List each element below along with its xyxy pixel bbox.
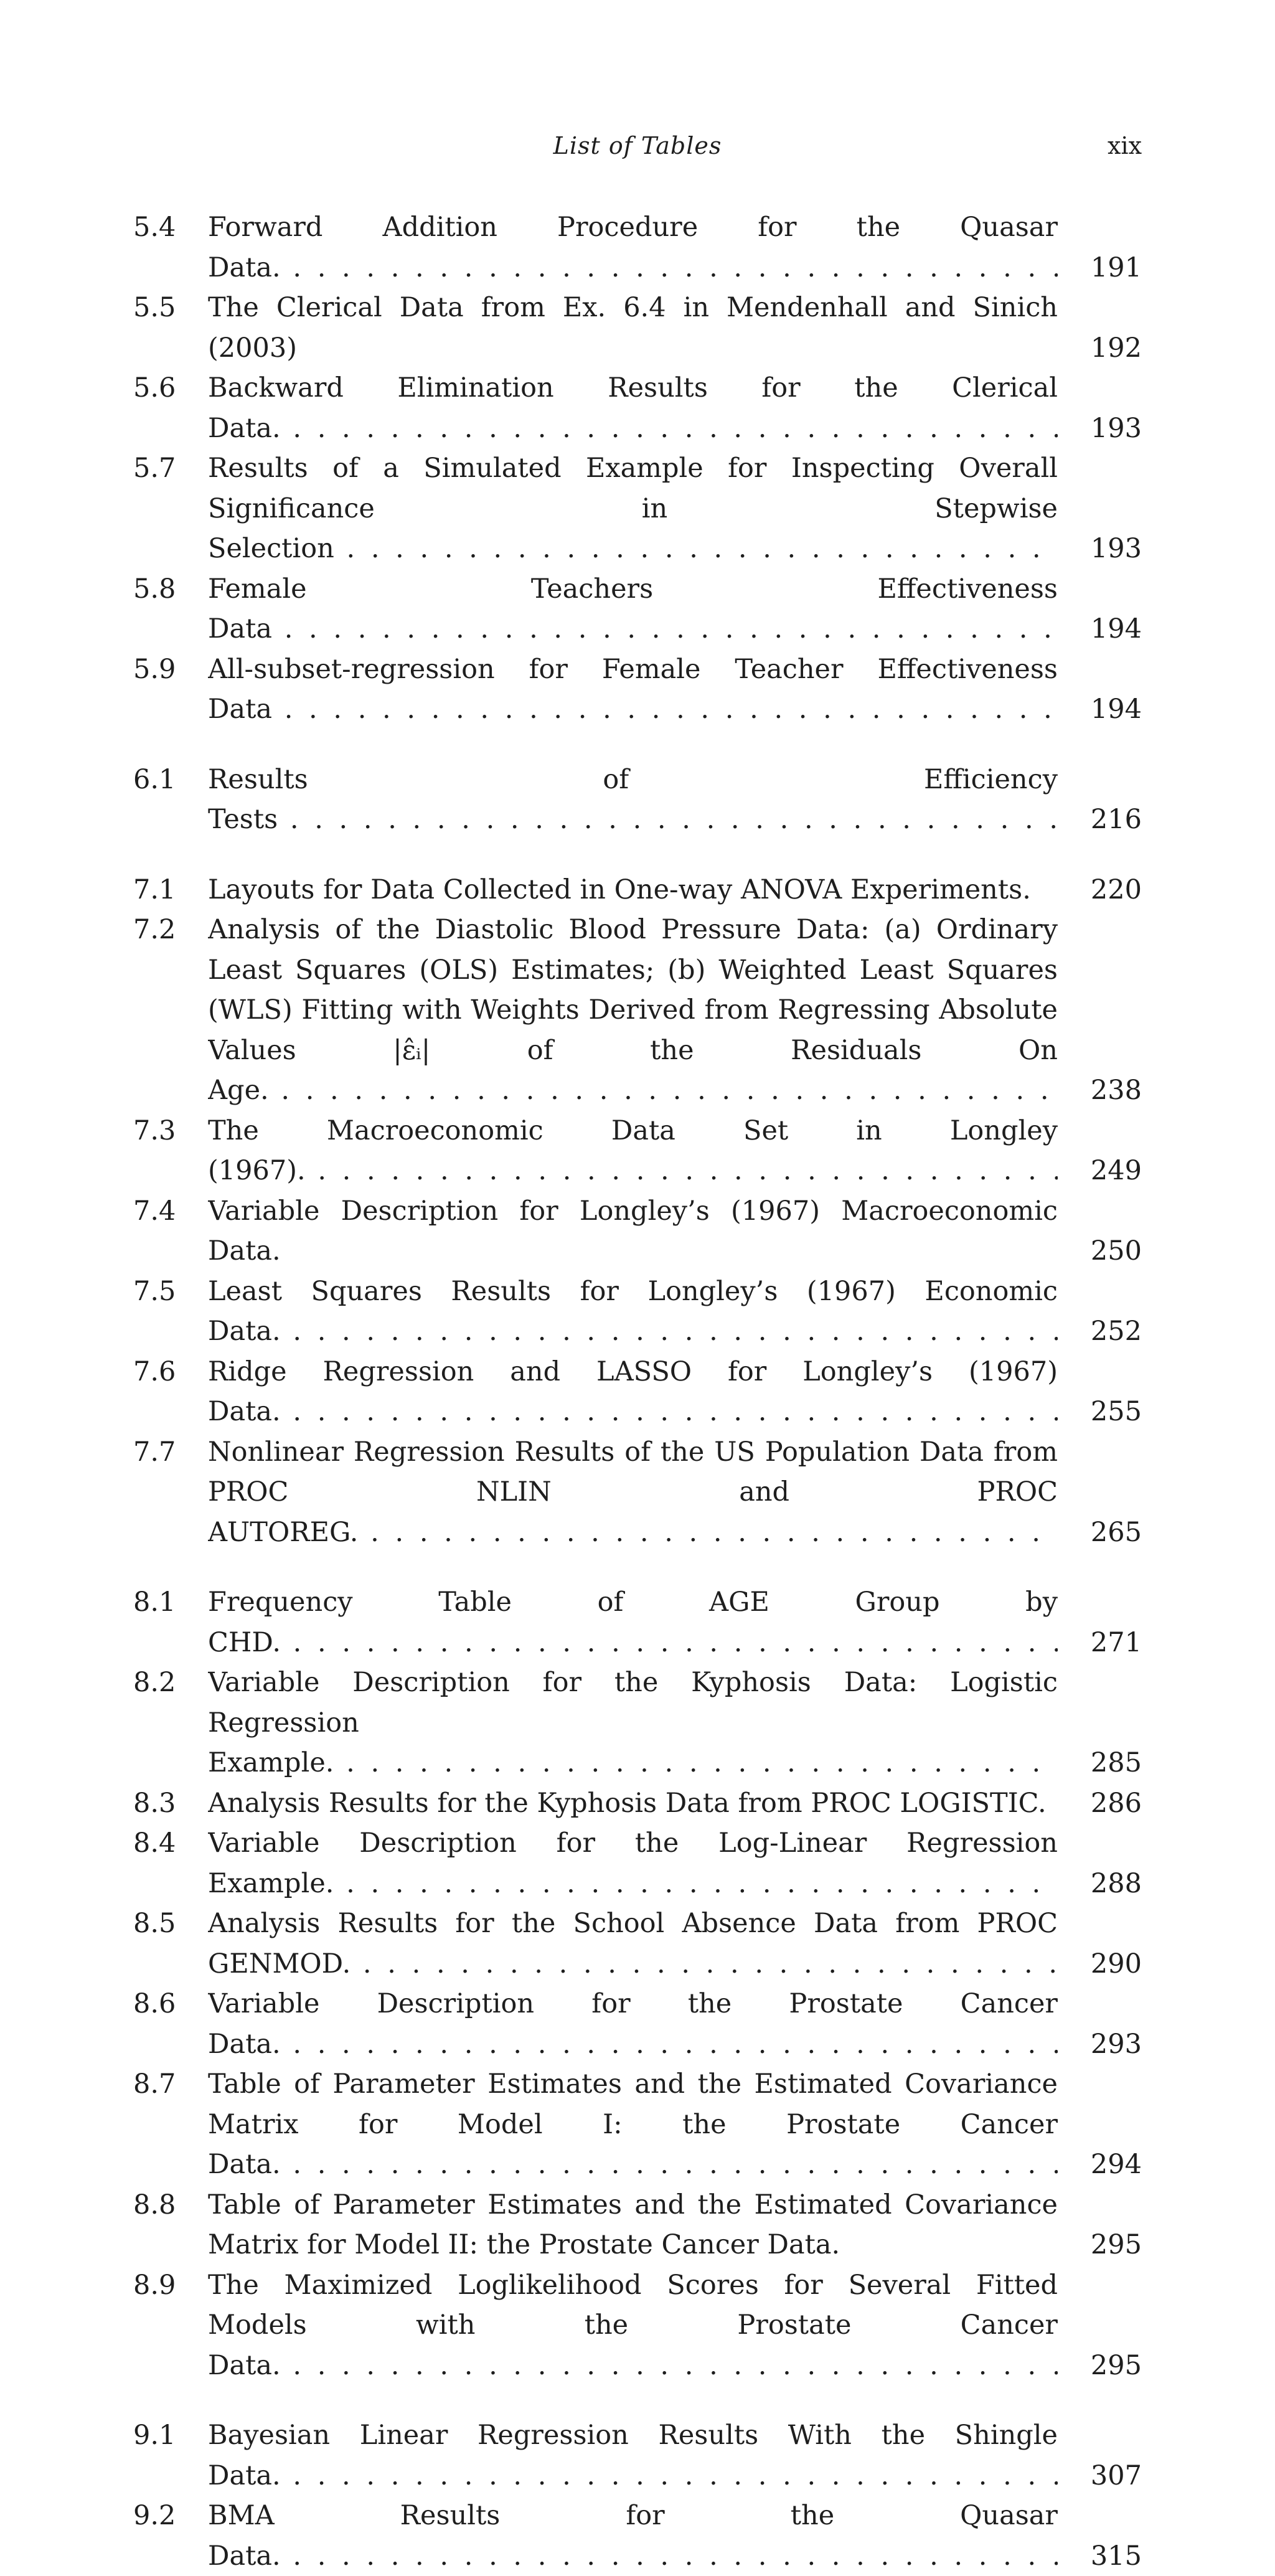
table-number: 8.7 (133, 2064, 176, 2105)
table-number: 9.2 (133, 2496, 176, 2536)
table-entry[interactable] (133, 1271, 1142, 1352)
table-page-number: 271 (1091, 1623, 1142, 1663)
table-page-number: 265 (1091, 1512, 1142, 1553)
table-entry[interactable] (133, 1783, 1142, 1824)
table-title: The Maximized Loglikelihood Scores for Several Fitted Models with the Prostate Cancer Data. . . . (208, 2265, 1058, 2386)
table-title: Female Teachers Effectiveness Data . . . (208, 569, 1058, 649)
table-title: Layouts for Data Collected in One-way ANOVA Experiments. (208, 870, 1058, 910)
table-number: 6.1 (133, 760, 176, 800)
table-number: 5.4 (133, 207, 176, 248)
table-title: Forward Addition Procedure for the Quasar Data. . . . (208, 207, 1058, 288)
table-number: 8.4 (133, 1823, 176, 1864)
table-title: Analysis of the Diastolic Blood Pressure Data: (a) Ordinary Least Squares (OLS) Estimates; (b) Weighted Least Squares (WLS) Fitting with Weights Derived from Regressing Absolute Values |ε̂ᵢ| of the Residuals On Age. . . . (208, 910, 1058, 1111)
table-entry[interactable] (133, 1191, 1142, 1271)
table-number: 7.1 (133, 870, 176, 910)
table-entry[interactable] (133, 569, 1142, 649)
table-group (133, 870, 1142, 1553)
table-number: 8.5 (133, 1904, 176, 1944)
table-page-number: 192 (1091, 328, 1142, 369)
running-title: List of Tables (133, 128, 1142, 163)
table-title: Frequency Table of AGE Group by CHD. . . . (208, 1582, 1058, 1663)
page-number: xix (1108, 128, 1142, 163)
table-page-number: 295 (1091, 2225, 1142, 2265)
table-page-number: 294 (1091, 2144, 1142, 2185)
table-page-number: 193 (1091, 408, 1142, 449)
table-page-number: 238 (1091, 1070, 1142, 1111)
table-title: Variable Description for the Log-Linear Regression Example. . . . (208, 1823, 1058, 1904)
table-title: The Clerical Data from Ex. 6.4 in Mendenhall and Sinich (2003) (208, 288, 1058, 368)
table-number: 5.6 (133, 368, 176, 408)
table-entry[interactable] (133, 1582, 1142, 1663)
table-entry[interactable] (133, 1984, 1142, 2064)
table-title: Table of Parameter Estimates and the Estimated Covariance Matrix for Model II: the Prostate Cancer Data. (208, 2185, 1058, 2265)
table-number: 5.9 (133, 649, 176, 690)
table-title: BMA Results for the Quasar Data. . . . (208, 2496, 1058, 2576)
table-title: Variable Description for the Prostate Cancer Data. . . . (208, 1984, 1058, 2064)
table-page-number: 315 (1091, 2536, 1142, 2576)
table-entry[interactable] (133, 1904, 1142, 1984)
table-page-number: 250 (1091, 1231, 1142, 1271)
table-entry[interactable] (133, 1823, 1142, 1904)
table-entry[interactable] (133, 2496, 1142, 2576)
table-page-number: 249 (1091, 1151, 1142, 1191)
table-page-number: 193 (1091, 529, 1142, 569)
table-number: 8.1 (133, 1582, 176, 1623)
table-title: Nonlinear Regression Results of the US Population Data from PROC NLIN and PROC AUTOREG. . . . (208, 1432, 1058, 1553)
table-page-number: 194 (1091, 689, 1142, 730)
table-group (133, 2415, 1142, 2576)
table-title: Least Squares Results for Longley’s (1967) Economic Data. . . . (208, 1271, 1058, 1352)
table-entry[interactable] (133, 2265, 1142, 2386)
table-title: Analysis Results for the School Absence Data from PROC GENMOD. . . . (208, 1904, 1058, 1984)
table-number: 7.7 (133, 1432, 176, 1473)
table-title: Variable Description for the Kyphosis Data: Logistic Regression Example. . . . (208, 1663, 1058, 1783)
table-number: 7.3 (133, 1111, 176, 1151)
table-entry[interactable] (133, 2415, 1142, 2496)
table-page-number: 295 (1091, 2346, 1142, 2386)
table-page-number: 288 (1091, 1864, 1142, 1904)
table-title: Bayesian Linear Regression Results With the Shingle Data. . . . (208, 2415, 1058, 2496)
table-entry[interactable] (133, 1111, 1142, 1191)
table-entry[interactable] (133, 288, 1142, 368)
table-number: 7.4 (133, 1191, 176, 1232)
table-page-number: 290 (1091, 1944, 1142, 1984)
table-page-number: 255 (1091, 1392, 1142, 1432)
table-title: All-subset-regression for Female Teacher Effectiveness Data . . . (208, 649, 1058, 730)
table-page-number: 194 (1091, 609, 1142, 649)
table-title: Analysis Results for the Kyphosis Data from PROC LOGISTIC. (208, 1783, 1058, 1824)
table-group (133, 760, 1142, 840)
table-entry[interactable] (133, 2185, 1142, 2265)
table-number: 7.6 (133, 1352, 176, 1392)
table-number: 8.3 (133, 1783, 176, 1824)
table-group (133, 1582, 1142, 2385)
table-entry[interactable] (133, 760, 1142, 840)
table-page-number: 286 (1091, 1783, 1142, 1824)
table-entry[interactable] (133, 2064, 1142, 2185)
table-entry[interactable] (133, 1352, 1142, 1432)
table-page-number: 220 (1091, 870, 1142, 910)
table-title: Table of Parameter Estimates and the Estimated Covariance Matrix for Model I: the Prostate Cancer Data. . . . (208, 2064, 1058, 2185)
table-page-number: 293 (1091, 2024, 1142, 2065)
table-title: Ridge Regression and LASSO for Longley’s (1967) Data. . . . (208, 1352, 1058, 1432)
table-number: 8.9 (133, 2265, 176, 2306)
table-entry[interactable] (133, 448, 1142, 569)
table-number: 8.6 (133, 1984, 176, 2024)
table-number: 5.7 (133, 448, 176, 489)
table-title: Results of Efficiency Tests . . . (208, 760, 1058, 840)
table-entry[interactable] (133, 649, 1142, 730)
table-page-number: 191 (1091, 248, 1142, 288)
table-number: 8.8 (133, 2185, 176, 2225)
table-page-number: 307 (1091, 2456, 1142, 2496)
table-title: Variable Description for Longley’s (1967) Macroeconomic Data. (208, 1191, 1058, 1271)
table-entry[interactable] (133, 910, 1142, 1111)
table-title: Results of a Simulated Example for Inspecting Overall Significance in Stepwise Selection . . . (208, 448, 1058, 569)
running-header (133, 128, 1142, 163)
table-group (133, 207, 1142, 730)
table-number: 7.2 (133, 910, 176, 950)
table-entry[interactable] (133, 1432, 1142, 1553)
list-of-tables (133, 207, 1142, 2576)
table-entry[interactable] (133, 207, 1142, 288)
table-page-number: 285 (1091, 1743, 1142, 1783)
table-entry[interactable] (133, 368, 1142, 448)
table-number: 7.5 (133, 1271, 176, 1312)
table-number: 8.2 (133, 1663, 176, 1703)
table-page-number: 216 (1091, 800, 1142, 840)
table-number: 9.1 (133, 2415, 176, 2456)
table-entry[interactable] (133, 1663, 1142, 1783)
table-page-number: 252 (1091, 1311, 1142, 1352)
table-title: Backward Elimination Results for the Clerical Data. . . . (208, 368, 1058, 448)
table-title: The Macroeconomic Data Set in Longley (1967). . . . (208, 1111, 1058, 1191)
table-entry[interactable] (133, 870, 1142, 910)
table-number: 5.8 (133, 569, 176, 610)
table-number: 5.5 (133, 288, 176, 328)
